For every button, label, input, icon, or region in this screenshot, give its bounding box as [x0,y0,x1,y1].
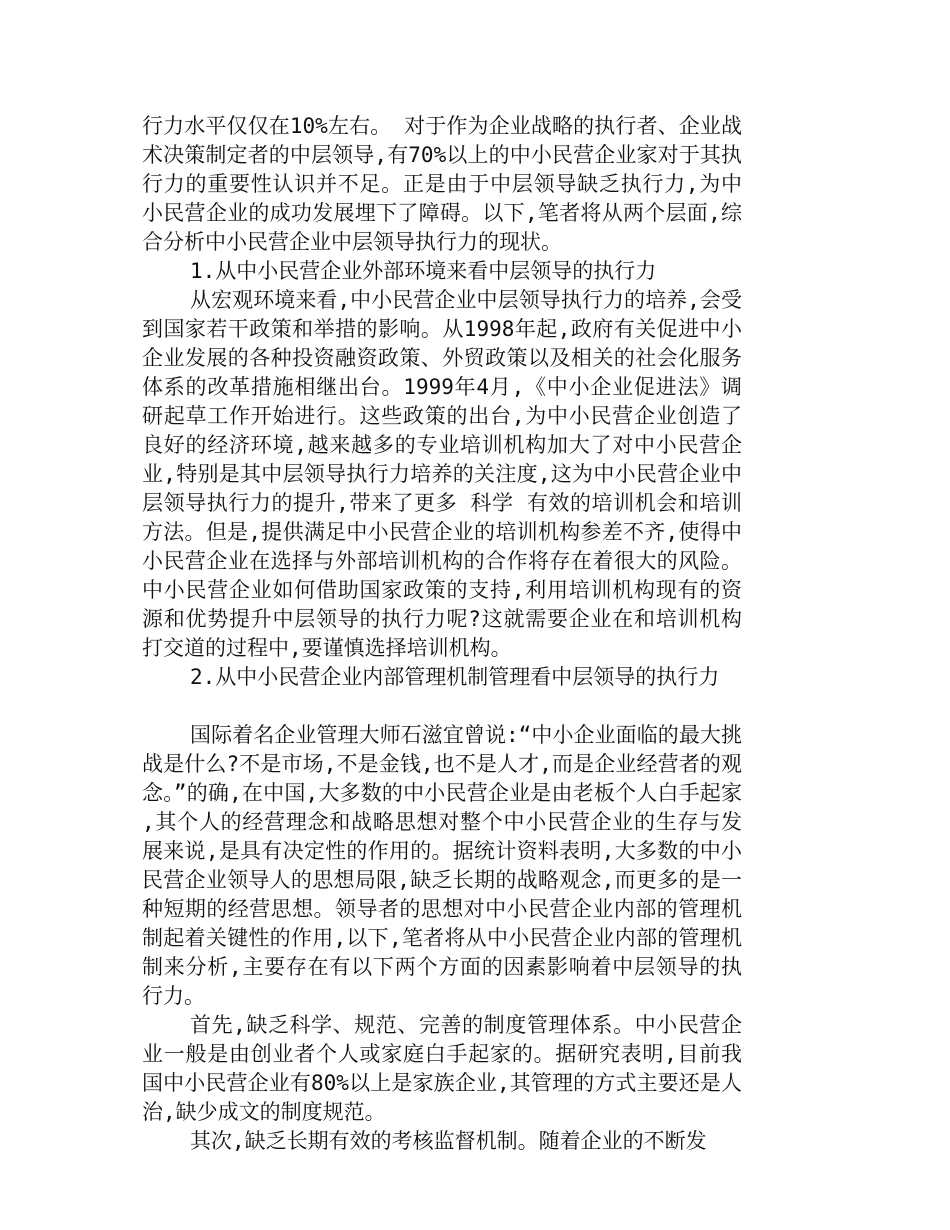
section-heading-2: 2.从中小民营企业内部管理机制管理看中层领导的执行力 [190,665,720,689]
body-paragraph-1: 行力水平仅仅在10%左右。 对于作为企业战略的执行者、企业战术决策制定者的中层领导,有70%以上的中小民营企业家对于其执行力的重要性认识并不足。正是由于中层领导缺乏执行力,为中小民营企业的成功发展埋下了障碍。以下,笔者将从两个层面,综合分析中小民营企业中层领导执行力的现状。 [142,114,742,254]
body-paragraph-3: 国际着名企业管理大师石滋宜曾说:“中小企业面临的最大挑战是什么?不是市场,不是金钱,也不是人才,而是企业经营者的观念。”的确,在中国,大多数的中小民营企业是由老板个人白手起家,其个人的经营理念和战略思想对整个中小民营企业的生存与发展来说,是具有决定性的作用的。据统计资料表明,大多数的中小民营企业领导人的思想局限,缺乏长期的战略观念,而更多的是一种短期的经营思想。领导者的思想对中小民营企业内部的管理机制起着关键性的作用,以下,笔者将从中小民营企业内部的管理机制来分析,主要存在有以下两个方面的因素影响着中层领导的执行力。 [142,723,742,1008]
body-paragraph-4: 首先,缺乏科学、规范、完善的制度管理体系。中小民营企业一般是由创业者个人或家庭白手起家的。据研究表明,目前我国中小民营企业有80%以上是家族企业,其管理的方式主要还是人治,缺少成文的制度规范。 [142,1013,742,1124]
blank-line [142,692,742,721]
body-paragraph-2: 从宏观环境来看,中小民营企业中层领导执行力的培养,会受到国家若干政策和举措的影响。从1998年起,政府有关促进中小企业发展的各种投资融资政策、外贸政策以及相关的社会化服务体系的改革措施相继出台。1999年4月,《中小企业促进法》调研起草工作开始进行。这些政策的出台,为中小民营企业创造了良好的经济环境,越来越多的专业培训机构加大了对中小民营企业,特别是其中层领导执行力培养的关注度,这为中小民营企业中层领导执行力的提升,带来了更多 科学 有效的培训机会和培训方法。但是,提供满足中小民营企业的培训机构参差不齐,使得中小民营企业在选择与外部培训机构的合作将存在着很大的风险。中小民营企业如何借助国家政策的支持,利用培训机构现有的资源和优势提升中层领导的执行力呢?这就需要企业在和培训机构打交道的过程中,要谨慎选择培训机构。 [142,288,742,660]
document-page [142,112,742,1156]
body-paragraph-5: 其次,缺乏长期有效的考核监督机制。随着企业的不断发 [190,1129,707,1153]
section-heading-1: 1.从中小民营企业外部环境来看中层领导的执行力 [190,259,657,283]
